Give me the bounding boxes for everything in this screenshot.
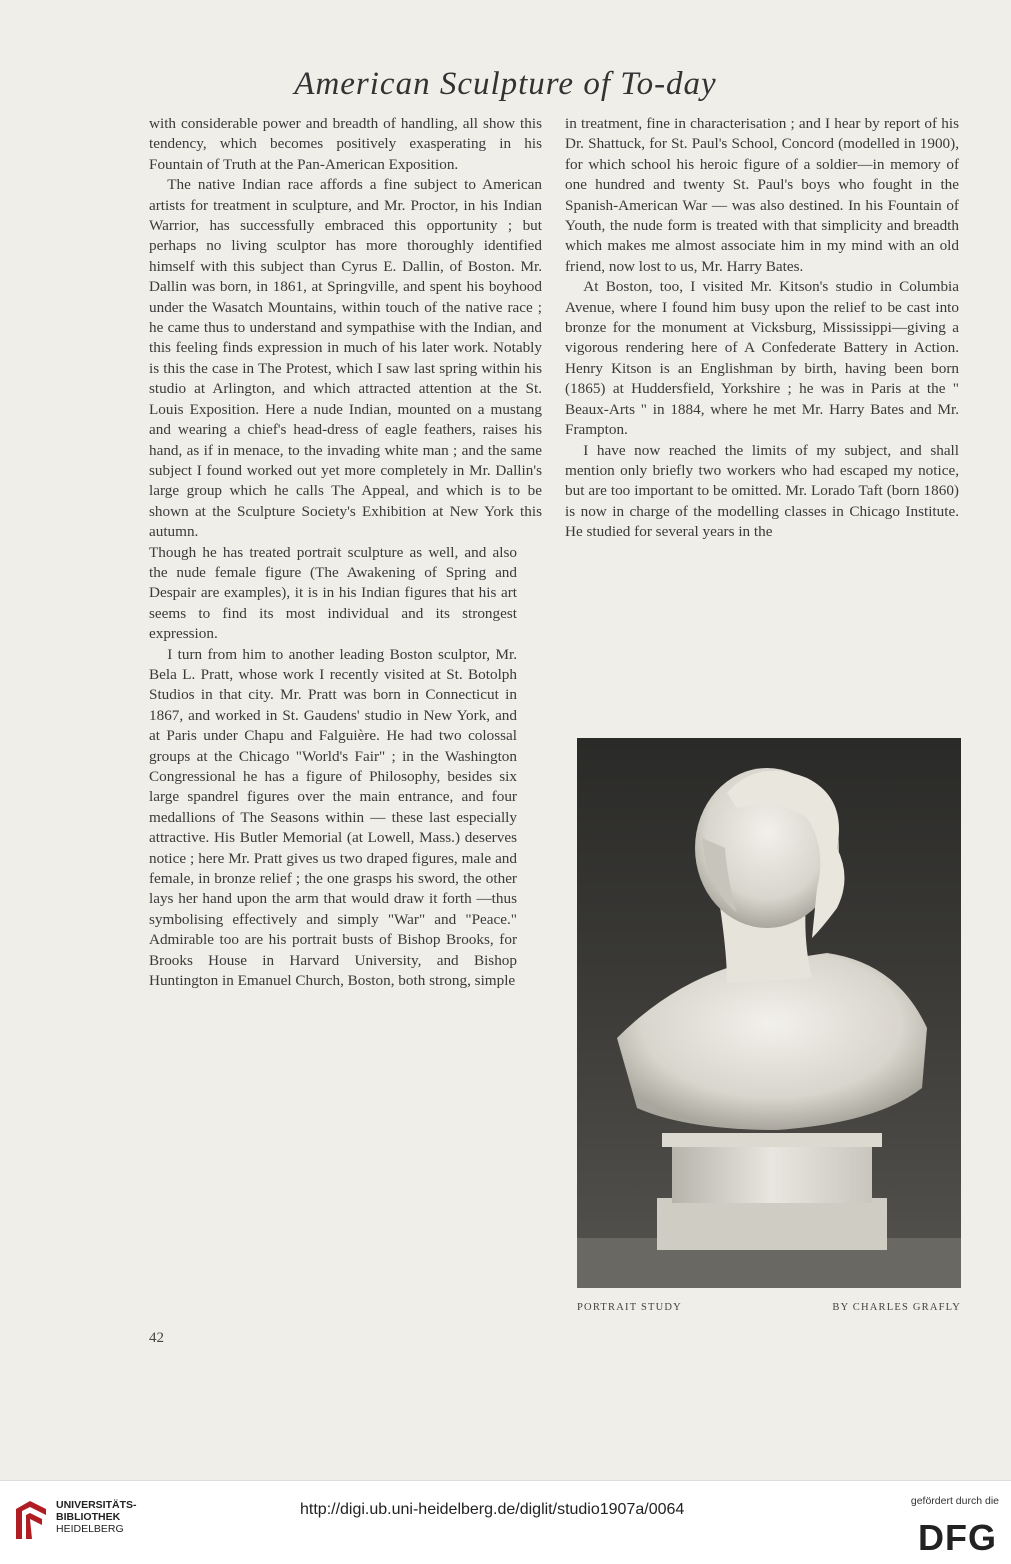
dfg-logo: DFG: [918, 1517, 997, 1558]
caption-credit: BY CHARLES GRAFLY: [832, 1302, 961, 1313]
library-name-line: BIBLIOTHEK: [56, 1511, 121, 1523]
paragraph: with considerable power and breadth of handling, all show this tendency, which becomes positively exasperating in his Fountain of Truth at the Pan-American Exposition.: [149, 115, 542, 173]
left-column: [149, 114, 542, 991]
paragraph: The native Indian race affords a fine subject to American artists for treatment in sculpture, and Mr. Proctor, in his Indian Warrior, has successfully embraced this opportunity ; but perhaps no living sculptor has more thoroughly identified himself with this subject than Cyrus E. Dallin, of Boston. Mr. Dallin was born, in 1861, at Springville, and spent his boyhood under the Wasatch Mountains, within touch of the native race ; he came thus to understand and sympathise with the Indian, and this feeling finds expression in much of his later work. Notably is this the case in The Protest, which I saw last spring within his studio at Arlington, and which attracted attention at the St. Louis Exposition. Here a nude Indian, mounted on a mustang and wearing a chief's head-dress of eagle feathers, raises his hand, as if in menace, to the invading white man ; and the same subject I found worked out yet more completely in Mr. Dallin's large group which he calls The Appeal, and which is to be shown at the Sculpture Society's Exhibition at New York this autumn.: [149, 176, 542, 541]
library-name-line: UNIVERSITÄTS-: [56, 1499, 137, 1511]
university-library-name: [56, 1499, 137, 1535]
sculpture-photograph: [577, 738, 961, 1288]
library-name-line: HEIDELBERG: [56, 1523, 124, 1535]
source-url-link[interactable]: http://digi.ub.uni-heidelberg.de/diglit/studio1907a/0064: [300, 1501, 685, 1518]
paragraph: I turn from him to another leading Boston sculptor, Mr. Bela L. Pratt, whose work I recently visited at St. Botolph Studios in that city. Mr. Pratt was born in Connecticut in 1867, and worked in St. Gaudens' studio in New York, and at Paris under Chapu and Falguière. He had two colossal groups at the Chicago "World's Fair" ; in the Washington Congressional he has a figure of Philosophy, besides six large spandrel figures over the main entrance, and four medallions of The Seasons within — these last especially attractive. His Butler Memorial (at Lowell, Mass.) deserves notice ; here Mr. Pratt gives us two draped figures, male and female, in bronze relief ; the one grasps his sword, the other lays her hand upon the arm that would draw it forth —thus symbolising effectively and simply "War" and "Peace." Admirable too are his portrait busts of Bishop Brooks, for Brooks House in Harvard University, and Bishop Huntington in Emanuel Church, Boston, both strong, simple: [149, 645, 517, 990]
paragraph: I have now reached the limits of my subject, and shall mention only briefly two workers who had escaped my notice, but are too important to be omitted. Mr. Lorado Taft (born 1860) is now in charge of the modelling classes in Chicago Institute. He studied for several years in the: [565, 441, 959, 541]
university-library-logo-icon: [12, 1499, 50, 1543]
right-column: [565, 114, 959, 543]
funded-by-label: gefördert durch die: [910, 1495, 999, 1507]
footer-bar: [0, 1480, 1011, 1564]
paragraph: in treatment, fine in characterisation ; and I hear by report of his Dr. Shattuck, for St. Paul's School, Concord (modelled in 1900), for which school his heroic figure of a soldier—in memory of one hundred and twenty St. Paul's boys who fought in the Spanish-American War — was also destined. In his Fountain of Youth, the nude form is treated with that simplicity and breadth which makes me almost associate him in my mind with an old friend, now lost to us, Mr. Harry Bates.: [565, 115, 959, 275]
paragraph: At Boston, too, I visited Mr. Kitson's studio in Columbia Avenue, where I found him busy upon the relief to be cast into bronze for the monument at Vicksburg, Mississippi—giving a vigorous rendering here of A Confederate Battery in Action. Henry Kitson is an Englishman by birth, having been born (1865) at Huddersfield, Yorkshire ; he was in Paris at the " Beaux-Arts " in 1884, where he met Mr. Harry Bates and Mr. Frampton.: [565, 278, 959, 439]
caption-title: PORTRAIT STUDY: [577, 1302, 682, 1313]
bust-illustration: [577, 738, 961, 1288]
page-number: 42: [149, 1330, 164, 1346]
paragraph: Though he has treated portrait sculpture as well, and also the nude female figure (The Awakening of Spring and Despair are examples), it is in his Indian figures that his art seems to find its most individual and its strongest expression.: [149, 543, 517, 643]
page-title: American Sculpture of To-day: [294, 66, 717, 102]
